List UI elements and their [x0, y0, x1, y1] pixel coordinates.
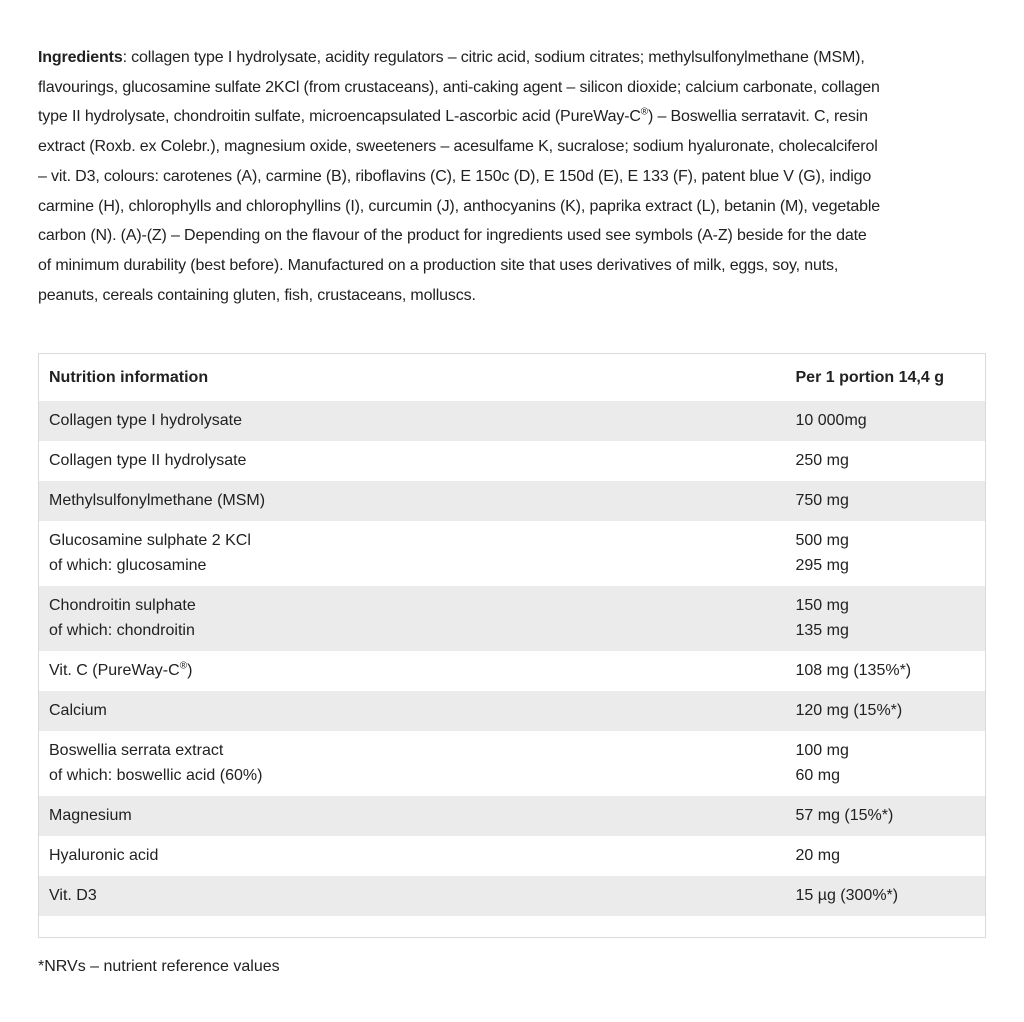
cell-line: 60 mg: [795, 767, 840, 784]
cell-line: 15 µg (300%*): [795, 887, 899, 904]
ingredients-line: carmine (H), chlorophylls and chlorophyllins (I), curcumin (J), anthocyanins (K), paprika extract (L), betanin (M), vegetable: [38, 197, 881, 215]
cell-line: Collagen type II hydrolysate: [49, 452, 247, 469]
cell-line: 750 mg: [795, 492, 849, 509]
ingredients-line-text: : collagen type I hydrolysate, acidity regulators – citric acid, sodium citrates; methylsulfonylmethane (MSM),: [122, 49, 865, 66]
cell-line: 500 mg: [795, 532, 849, 549]
table-header-value: Per 1 portion 14,4 g: [795, 369, 944, 386]
cell-line: 108 mg (135%*): [795, 662, 912, 679]
ingredients-paragraph: [38, 43, 988, 310]
table-header-row: [39, 354, 986, 402]
table-row: [39, 836, 986, 876]
table-row: [39, 521, 986, 586]
nrv-footnote: *NRVs – nutrient reference values: [38, 958, 280, 975]
table-row: [39, 731, 986, 796]
ingredients-line: – vit. D3, colours: carotenes (A), carmine (B), riboflavins (C), E 150c (D), E 150d (E), E 133 (F), patent blue V (G), indigo: [38, 167, 872, 185]
spacer-cell: [39, 916, 986, 938]
ingredients-line: peanuts, cereals containing gluten, fish, crustaceans, molluscs.: [38, 286, 476, 304]
cell-line: Boswellia serrata extract: [49, 742, 224, 759]
registered-trademark-icon: ®: [179, 660, 188, 672]
table-row: [39, 796, 986, 836]
ingredients-label: Ingredients: [38, 49, 123, 66]
nutrient-value-cell: [796, 731, 986, 796]
nutrient-value-cell: [796, 441, 986, 481]
cell-line: Methylsulfonylmethane (MSM): [49, 492, 266, 509]
ingredients-line: carbon (N). (A)-(Z) – Depending on the flavour of the product for ingredients used see symbols (A-Z) beside for the date: [38, 227, 867, 245]
cell-line: 57 mg (15%*): [795, 807, 894, 824]
nutrient-name-cell: [39, 521, 796, 586]
cell-line: 120 mg (15%*): [795, 702, 903, 719]
cell-line: 20 mg: [795, 847, 840, 864]
cell-line: of which: chondroitin: [49, 622, 195, 639]
nutrient-value-cell: [796, 521, 986, 586]
table-row: [39, 691, 986, 731]
ingredients-line: extract (Roxb. ex Colebr.), magnesium oxide, sweeteners – acesulfame K, sucralose; sodium hyaluronate, cholecalciferol: [38, 138, 878, 156]
ingredients-line: type II hydrolysate, chondroitin sulfate, microencapsulated L-ascorbic acid (PureWay-C®) – Boswellia serratavit. C, resin: [38, 107, 868, 126]
cell-line: 10 000mg: [795, 412, 867, 429]
cell-line: 135 mg: [795, 622, 849, 639]
cell-line: Magnesium: [49, 807, 132, 824]
nutrient-name-cell: [39, 651, 796, 691]
nutrient-name-cell: [39, 481, 796, 521]
nutrient-name-cell: [39, 586, 796, 651]
nutrition-table-body: [39, 401, 986, 938]
nutrient-value-cell: [796, 481, 986, 521]
cell-line: Chondroitin sulphate: [49, 597, 196, 614]
nutrient-name-cell: [39, 836, 796, 876]
nutrient-value-cell: [796, 876, 986, 916]
registered-trademark-icon: ®: [640, 107, 649, 119]
cell-line: Collagen type I hydrolysate: [49, 412, 242, 429]
nutrient-value-cell: [796, 691, 986, 731]
cell-line: 150 mg: [795, 597, 849, 614]
table-row: [39, 651, 986, 691]
ingredients-line: [38, 43, 988, 73]
cell-line: Hyaluronic acid: [49, 847, 159, 864]
cell-line: 250 mg: [795, 452, 849, 469]
nutrient-value-cell: [796, 836, 986, 876]
nutrient-value-cell: [796, 586, 986, 651]
table-row: [39, 586, 986, 651]
table-row: [39, 401, 986, 441]
nutrition-table: [38, 353, 986, 938]
cell-line: Vit. C (PureWay-C®): [49, 660, 193, 679]
nutrient-value-cell: [796, 651, 986, 691]
nutrition-table-head: [39, 354, 986, 402]
table-row: [39, 441, 986, 481]
nutrient-name-cell: [39, 401, 796, 441]
cell-line: Calcium: [49, 702, 107, 719]
cell-line: 100 mg: [795, 742, 849, 759]
ingredients-line: flavourings, glucosamine sulfate 2KCl (from crustaceans), anti-caking agent – silicon dioxide; calcium carbonate, collagen: [38, 78, 880, 96]
cell-line: of which: boswellic acid (60%): [49, 767, 263, 784]
nutrient-name-cell: [39, 796, 796, 836]
nutrient-name-cell: [39, 441, 796, 481]
nutrient-name-cell: [39, 691, 796, 731]
nutrient-name-cell: [39, 731, 796, 796]
table-spacer-row: [39, 916, 986, 938]
cell-line: Glucosamine sulphate 2 KCl: [49, 532, 251, 549]
nutrient-value-cell: [796, 796, 986, 836]
cell-line: Vit. D3: [49, 887, 97, 904]
nutrient-name-cell: [39, 876, 796, 916]
table-row: [39, 876, 986, 916]
cell-line: 295 mg: [795, 557, 849, 574]
cell-line: of which: glucosamine: [49, 557, 207, 574]
table-header-name: Nutrition information: [49, 369, 209, 386]
ingredients-line: of minimum durability (best before). Manufactured on a production site that uses derivatives of milk, eggs, soy, nuts,: [38, 256, 839, 274]
nutrient-value-cell: [796, 401, 986, 441]
table-row: [39, 481, 986, 521]
